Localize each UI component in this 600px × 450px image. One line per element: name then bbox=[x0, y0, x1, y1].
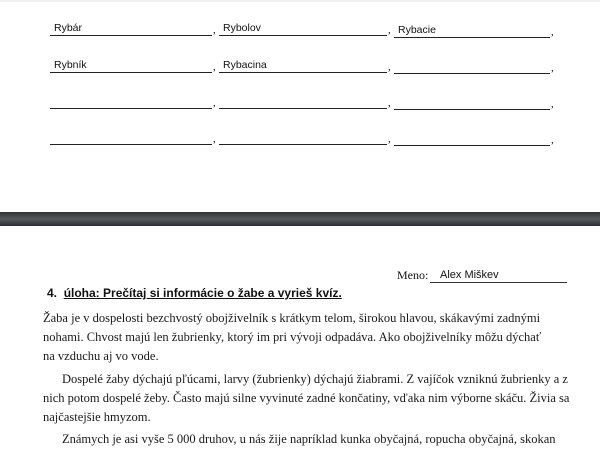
comma: , bbox=[388, 133, 391, 145]
text-line: Žaba je v dospelosti bezchvostý obojživelník s krátkym telom, širokou hlavou, skákavými zadnými bbox=[43, 311, 541, 325]
comma: , bbox=[551, 62, 554, 74]
page-edge bbox=[0, 0, 600, 2]
text-line: Známych je asi vyše 5 000 druhov, u nás žije napríklad kunka obyčajná, ropucha obyčajná, skokan bbox=[62, 432, 556, 446]
blank-line bbox=[219, 130, 387, 145]
task-number: 4. bbox=[47, 286, 58, 300]
blank-line bbox=[219, 21, 387, 36]
worksheet-upper-page bbox=[0, 0, 600, 212]
text-line: na vzduchu aj vo vode. bbox=[43, 349, 159, 363]
name-field bbox=[430, 267, 567, 283]
text-line: Dospelé žaby dýchajú pľúcami, larvy (žubrienky) dýchajú žiabrami. Z vajíčok vzniknú žubrienky a z bbox=[62, 372, 568, 386]
comma: , bbox=[213, 97, 216, 109]
text-line: najčastejšie hmyzom. bbox=[43, 410, 151, 424]
comma: , bbox=[213, 133, 216, 145]
blank-line bbox=[50, 21, 212, 36]
text-line: nohami. Chvost majú len žubrienky, ktorý im pri vývoji odpadáva. Ako obojživelníky môžu dýchať bbox=[43, 330, 542, 344]
word-fill: Rybacie bbox=[398, 24, 436, 36]
word-fill: Rybník bbox=[54, 59, 87, 71]
blank-line bbox=[394, 95, 550, 110]
blank-line bbox=[50, 58, 212, 73]
comma: , bbox=[388, 97, 391, 109]
task-heading bbox=[47, 286, 342, 300]
blank-line bbox=[219, 58, 387, 73]
comma: , bbox=[388, 24, 391, 36]
blank-line bbox=[50, 94, 212, 109]
name-value: Alex Miškev bbox=[440, 269, 499, 281]
blank-line bbox=[394, 23, 550, 38]
blank-line bbox=[394, 131, 550, 146]
comma: , bbox=[551, 134, 554, 146]
blank-line bbox=[219, 94, 387, 109]
comma: , bbox=[388, 61, 391, 73]
name-label: Meno: bbox=[397, 268, 429, 282]
task-title: úloha: Prečítaj si informácie o žabe a vyrieš kvíz. bbox=[63, 286, 342, 300]
comma: , bbox=[551, 26, 554, 38]
blank-line bbox=[394, 59, 550, 74]
comma: , bbox=[213, 61, 216, 73]
worksheet-lower-page bbox=[0, 226, 600, 450]
blank-line bbox=[50, 130, 212, 145]
word-fill: Rybacina bbox=[223, 59, 267, 71]
word-fill: Rybolov bbox=[223, 22, 261, 34]
word-fill: Rybár bbox=[54, 22, 83, 34]
comma: , bbox=[213, 24, 216, 36]
comma: , bbox=[551, 98, 554, 110]
text-line: nich potom dospelé žeby. Často majú silne vyvinuté zadné končatiny, vďaka nim výborne skáču. Živia sa bbox=[43, 391, 570, 405]
page-separator bbox=[0, 212, 600, 226]
